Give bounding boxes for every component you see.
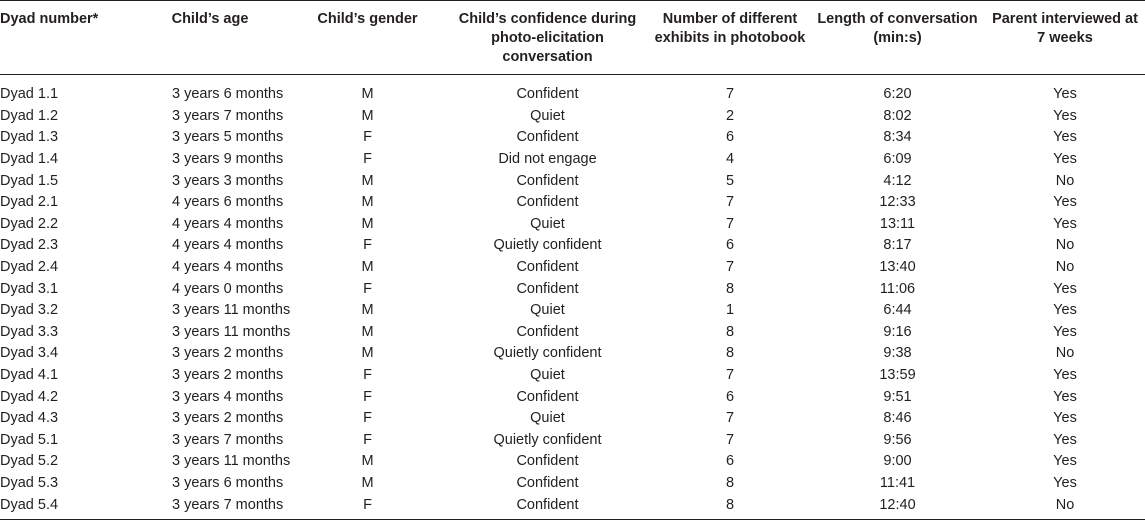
cell-exhibits-count: 7 [725, 194, 735, 211]
cell-childs-confidence: Confident [516, 194, 579, 211]
cell-childs-age: 4 years 4 months [172, 259, 284, 276]
cell-childs-gender: F [363, 431, 372, 448]
cell-dyad-number: Dyad 1.4 [0, 151, 59, 168]
cell-parent-interviewed: No [1055, 345, 1075, 362]
cell-childs-confidence: Confident [516, 323, 579, 340]
cell-parent-interviewed: Yes [1053, 194, 1077, 211]
cell-parent-interviewed: Yes [1053, 86, 1077, 103]
cell-dyad-number: Dyad 1.2 [0, 107, 59, 124]
cell-conversation-length: 9:38 [883, 345, 912, 362]
cell-childs-confidence: Quiet [530, 367, 565, 384]
cell-dyad-number: Dyad 3.1 [0, 280, 59, 297]
table-row [0, 278, 1145, 300]
cell-childs-age: 3 years 6 months [172, 474, 284, 491]
cell-childs-age: 4 years 6 months [172, 194, 284, 211]
cell-childs-age: 3 years 4 months [172, 388, 284, 405]
cell-childs-age: 3 years 3 months [172, 172, 284, 189]
cell-dyad-number: Dyad 3.4 [0, 345, 59, 362]
cell-dyad-number: Dyad 4.3 [0, 410, 59, 427]
cell-childs-gender: M [361, 259, 374, 276]
cell-parent-interviewed: No [1055, 237, 1075, 254]
cell-childs-age: 3 years 11 months [172, 302, 291, 319]
cell-parent-interviewed: Yes [1053, 302, 1077, 319]
cell-dyad-number: Dyad 2.1 [0, 194, 59, 211]
header-row [0, 1, 1145, 75]
table-row [0, 214, 1145, 236]
cell-childs-age: 3 years 2 months [172, 345, 284, 362]
cell-exhibits-count: 8 [650, 494, 810, 519]
cell-childs-age: 3 years 2 months [172, 410, 284, 427]
cell-exhibits-count: 7 [725, 410, 735, 427]
cell-conversation-length: 4:12 [883, 172, 912, 189]
cell-parent-interviewed: Yes [1053, 215, 1077, 232]
cell-parent-interviewed: Yes [1053, 388, 1077, 405]
cell-childs-gender: F [363, 410, 372, 427]
cell-childs-gender: F [363, 388, 372, 405]
cell-childs-age: 3 years 7 months [172, 107, 284, 124]
cell-dyad-number: Dyad 4.1 [0, 367, 59, 384]
cell-childs-confidence: Confident [516, 86, 579, 103]
cell-childs-gender: M [361, 86, 374, 103]
table-row [0, 451, 1145, 473]
cell-childs-gender: M [361, 194, 374, 211]
cell-conversation-length: 8:02 [883, 107, 912, 124]
cell-dyad-number: Dyad 3.3 [0, 323, 59, 340]
header-childs-confidence: Child’s confidence during photo-elicitation conversation [445, 1, 650, 75]
cell-conversation-length: 6:20 [883, 86, 912, 103]
cell-dyad-number: Dyad 5.1 [0, 431, 59, 448]
cell-childs-age: 3 years 7 months [130, 494, 290, 519]
cell-dyad-number: Dyad 5.4 [0, 494, 130, 519]
cell-dyad-number: Dyad 5.2 [0, 453, 59, 470]
cell-dyad-number: Dyad 2.4 [0, 259, 59, 276]
table-row [0, 149, 1145, 171]
cell-childs-confidence: Quiet [530, 302, 565, 319]
table-row [0, 430, 1145, 452]
cell-exhibits-count: 7 [725, 431, 735, 448]
cell-conversation-length: 8:17 [883, 237, 912, 254]
cell-parent-interviewed: Yes [1053, 107, 1077, 124]
table-row [0, 322, 1145, 344]
cell-conversation-length: 13:40 [879, 259, 916, 276]
cell-childs-age: 3 years 11 months [172, 453, 291, 470]
cell-childs-gender: M [361, 474, 374, 491]
cell-conversation-length: 9:00 [883, 453, 912, 470]
cell-childs-confidence: Quietly confident [493, 345, 602, 362]
cell-childs-age: 3 years 6 months [172, 86, 284, 103]
cell-parent-interviewed: Yes [1053, 151, 1077, 168]
cell-childs-gender: M [361, 215, 374, 232]
cell-dyad-number: Dyad 1.5 [0, 172, 59, 189]
cell-exhibits-count: 6 [725, 129, 735, 146]
cell-parent-interviewed: Yes [1053, 323, 1077, 340]
cell-childs-gender: M [361, 323, 374, 340]
cell-parent-interviewed: No [985, 494, 1145, 519]
cell-parent-interviewed: Yes [1053, 367, 1077, 384]
header-number-of-exhibits: Number of different exhibits in photobook [650, 1, 810, 75]
cell-childs-confidence: Did not engage [498, 151, 597, 168]
cell-conversation-length: 8:46 [883, 410, 912, 427]
cell-parent-interviewed: No [1055, 259, 1075, 276]
cell-dyad-number: Dyad 3.2 [0, 302, 59, 319]
cell-childs-confidence: Confident [445, 494, 650, 519]
cell-childs-confidence: Confident [516, 172, 579, 189]
cell-dyad-number: Dyad 1.3 [0, 129, 59, 146]
cell-parent-interviewed: No [1055, 172, 1075, 189]
cell-conversation-length: 13:59 [879, 367, 916, 384]
cell-conversation-length: 9:51 [883, 388, 912, 405]
cell-exhibits-count: 6 [725, 388, 735, 405]
cell-conversation-length: 11:06 [879, 280, 916, 297]
cell-childs-age: 3 years 7 months [172, 431, 284, 448]
table-row [0, 365, 1145, 387]
header-dyad-number: Dyad number* [0, 1, 130, 75]
cell-childs-age: 4 years 4 months [172, 237, 284, 254]
cell-childs-confidence: Confident [516, 388, 579, 405]
table-row [0, 170, 1145, 192]
cell-childs-gender: M [361, 107, 374, 124]
cell-childs-gender: F [363, 129, 372, 146]
cell-exhibits-count: 2 [725, 107, 735, 124]
cell-exhibits-count: 5 [725, 172, 735, 189]
table-row [0, 257, 1145, 279]
cell-conversation-length: 13:11 [879, 215, 916, 232]
cell-exhibits-count: 8 [725, 280, 735, 297]
cell-childs-age: 3 years 5 months [172, 129, 284, 146]
cell-childs-confidence: Confident [516, 453, 579, 470]
header-parent-interviewed: Parent interviewed at 7 weeks [985, 1, 1145, 75]
cell-exhibits-count: 7 [725, 367, 735, 384]
table-row [0, 494, 1145, 519]
cell-conversation-length: 12:33 [879, 194, 916, 211]
table-row [0, 408, 1145, 430]
cell-childs-age: 3 years 2 months [172, 367, 284, 384]
header-conversation-length: Length of conversation (min:s) [810, 1, 985, 75]
table-header [0, 1, 1145, 75]
cell-childs-confidence: Confident [516, 129, 579, 146]
table-row [0, 75, 1145, 106]
cell-childs-gender: F [290, 494, 445, 519]
table-row [0, 300, 1145, 322]
cell-conversation-length: 12:40 [810, 494, 985, 519]
cell-childs-age: 4 years 0 months [172, 280, 284, 297]
cell-exhibits-count: 7 [725, 86, 735, 103]
cell-childs-confidence: Quietly confident [493, 237, 602, 254]
cell-exhibits-count: 4 [725, 151, 735, 168]
cell-childs-confidence: Quiet [530, 215, 565, 232]
cell-exhibits-count: 8 [725, 323, 735, 340]
cell-dyad-number: Dyad 5.3 [0, 474, 59, 491]
cell-dyad-number: Dyad 1.1 [0, 86, 59, 103]
cell-childs-confidence: Confident [516, 474, 579, 491]
table-row [0, 343, 1145, 365]
cell-exhibits-count: 6 [725, 453, 735, 470]
cell-childs-gender: M [361, 302, 374, 319]
cell-conversation-length: 9:56 [883, 431, 912, 448]
cell-conversation-length: 9:16 [883, 323, 912, 340]
cell-parent-interviewed: Yes [1053, 280, 1077, 297]
cell-childs-confidence: Confident [516, 259, 579, 276]
cell-childs-age: 3 years 9 months [172, 151, 284, 168]
cell-parent-interviewed: Yes [1053, 410, 1077, 427]
table-body [0, 75, 1145, 520]
table-row [0, 127, 1145, 149]
cell-exhibits-count: 1 [725, 302, 735, 319]
cell-conversation-length: 11:41 [879, 474, 916, 491]
cell-exhibits-count: 8 [725, 345, 735, 362]
cell-childs-gender: M [361, 453, 374, 470]
header-childs-gender: Child’s gender [290, 1, 445, 75]
cell-parent-interviewed: Yes [1053, 453, 1077, 470]
cell-childs-gender: F [363, 151, 372, 168]
cell-conversation-length: 6:09 [883, 151, 912, 168]
table-row [0, 106, 1145, 128]
cell-childs-gender: M [361, 172, 374, 189]
cell-dyad-number: Dyad 2.2 [0, 215, 59, 232]
cell-exhibits-count: 6 [725, 237, 735, 254]
table-row [0, 235, 1145, 257]
cell-childs-gender: F [363, 367, 372, 384]
cell-childs-confidence: Confident [516, 280, 579, 297]
cell-childs-gender: F [363, 237, 372, 254]
cell-parent-interviewed: Yes [1053, 129, 1077, 146]
cell-parent-interviewed: Yes [1053, 474, 1077, 491]
cell-exhibits-count: 7 [725, 215, 735, 232]
cell-dyad-number: Dyad 4.2 [0, 388, 59, 405]
cell-dyad-number: Dyad 2.3 [0, 237, 59, 254]
cell-childs-confidence: Quietly confident [493, 431, 602, 448]
cell-childs-confidence: Quiet [530, 107, 565, 124]
header-childs-age: Child’s age [130, 1, 290, 75]
cell-conversation-length: 6:44 [883, 302, 912, 319]
cell-parent-interviewed: Yes [1053, 431, 1077, 448]
cell-exhibits-count: 7 [725, 259, 735, 276]
cell-childs-gender: M [361, 345, 374, 362]
table-row [0, 192, 1145, 214]
cell-conversation-length: 8:34 [883, 129, 912, 146]
cell-childs-confidence: Quiet [530, 410, 565, 427]
cell-childs-age: 4 years 4 months [172, 215, 284, 232]
table-row [0, 473, 1145, 495]
cell-childs-age: 3 years 11 months [172, 323, 291, 340]
cell-exhibits-count: 8 [725, 474, 735, 491]
table-row [0, 386, 1145, 408]
cell-childs-gender: F [363, 280, 372, 297]
